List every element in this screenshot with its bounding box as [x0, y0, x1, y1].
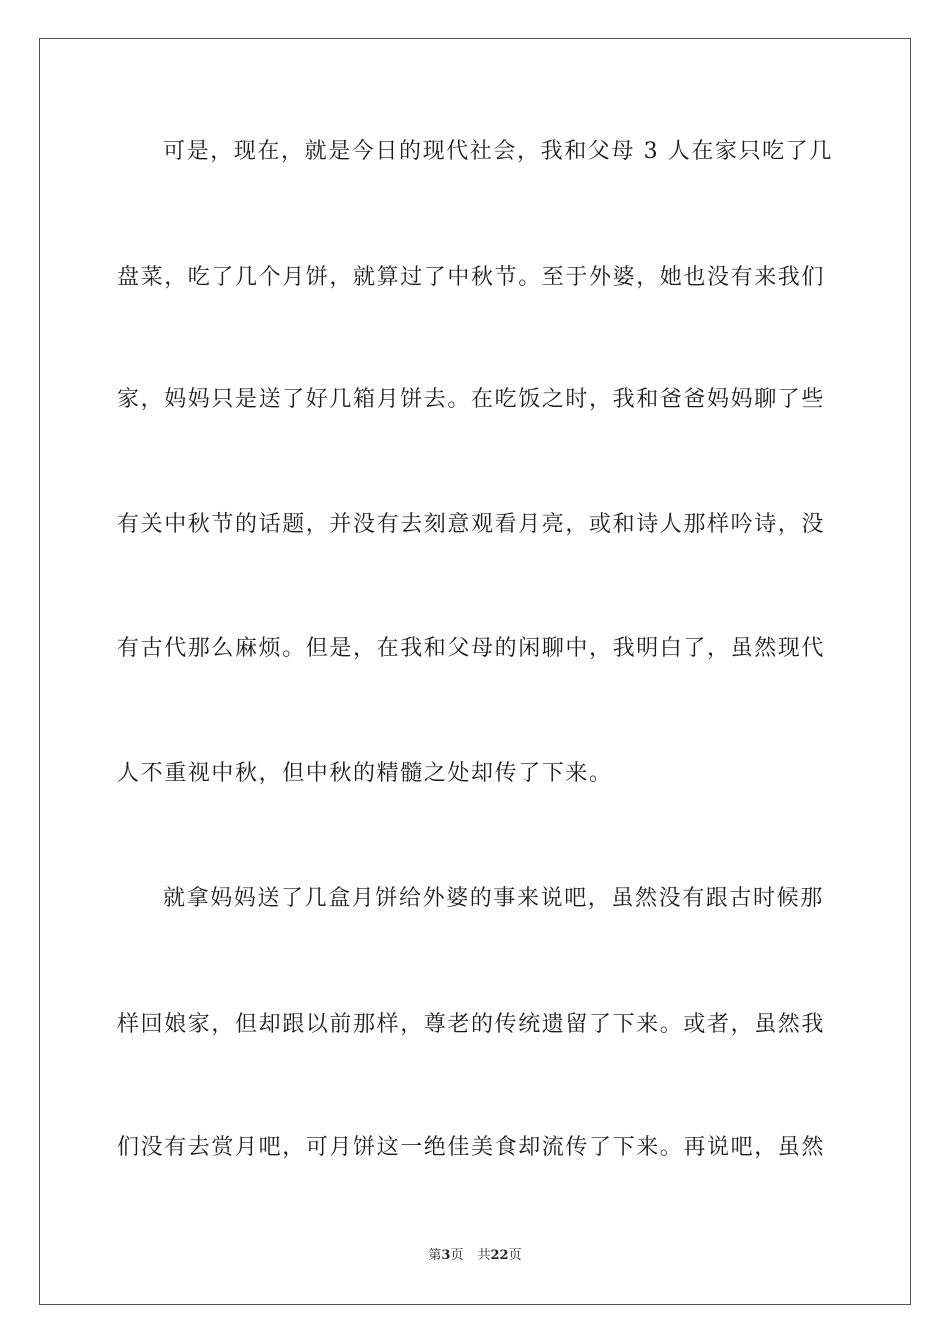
- total-pages: 22: [490, 1248, 509, 1263]
- paragraph-line: 盘菜，吃了几个月饼，就算过了中秋节。至于外婆，她也没有来我们: [117, 265, 826, 290]
- paragraph-line: 人不重视中秋，但中秋的精髓之处却传了下来。: [117, 761, 613, 786]
- page-prefix: 第: [428, 1248, 442, 1263]
- total-prefix: 共: [477, 1248, 491, 1263]
- paragraph-line: 可是，现在，就是今日的现代社会，我和父母 3 人在家只吃了几: [163, 139, 833, 164]
- paragraph-line: 家，妈妈只是送了好几箱月饼去。在吃饭之时，我和爸爸妈妈聊了些: [117, 387, 826, 412]
- paragraph-line: 就拿妈妈送了几盒月饼给外婆的事来说吧，虽然没有跟古时候那: [163, 886, 824, 911]
- page-footer: [0, 1247, 950, 1265]
- paragraph-line: 们没有去赏月吧，可月饼这一绝佳美食却流传了下来。再说吧，虽然: [117, 1135, 826, 1160]
- paragraph-line: 样回娘家，但却跟以前那样，尊老的传统遗留了下来。或者，虽然我: [117, 1012, 826, 1037]
- page-number: 3: [441, 1248, 451, 1263]
- page-suffix: 页: [450, 1248, 464, 1263]
- paragraph-line: 有古代那么麻烦。但是，在我和父母的闲聊中，我明白了，虽然现代: [117, 636, 826, 661]
- total-suffix: 页: [508, 1248, 522, 1263]
- page-border: [39, 38, 911, 1305]
- paragraph-line: 有关中秋节的话题，并没有去刻意观看月亮，或和诗人那样吟诗，没: [117, 512, 826, 537]
